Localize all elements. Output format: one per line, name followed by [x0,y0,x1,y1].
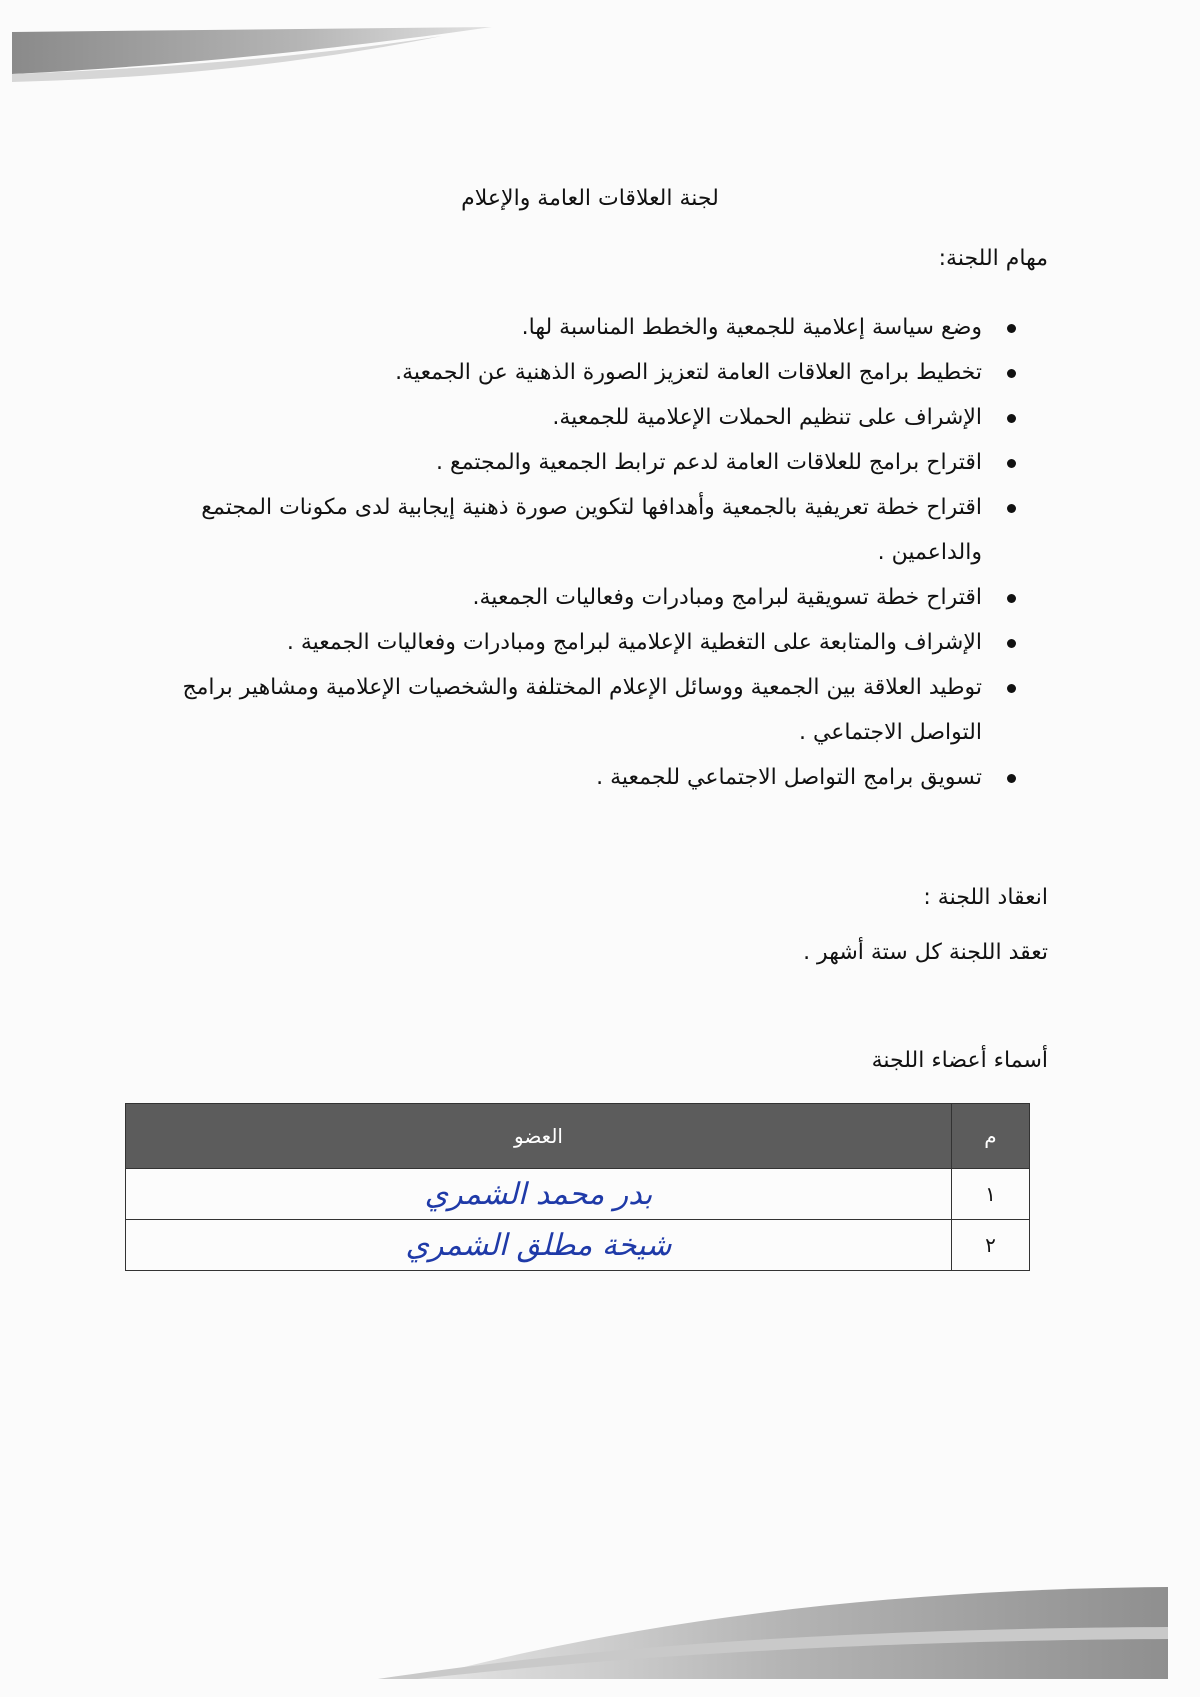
tasks-list [142,305,982,800]
footer-wave-decoration [378,1579,1168,1679]
table-row [126,1169,1030,1220]
page-title [0,186,1200,211]
bullet-icon [1007,369,1016,378]
bullet-icon [1007,459,1016,468]
members-table [125,1103,1030,1271]
meeting-text: تعقد اللجنة كل ستة أشهر . [803,940,1048,965]
list-item [142,440,982,485]
bullet-icon [1007,684,1016,693]
task-text: اقتراح برامج للعلاقات العامة لدعم ترابط الجمعية والمجتمع . [436,450,982,475]
members-heading: أسماء أعضاء اللجنة [871,1048,1048,1073]
task-text: تخطيط برامج العلاقات العامة لتعزيز الصورة الذهنية عن الجمعية. [395,360,982,385]
list-item [142,350,982,395]
list-item [142,305,982,350]
bullet-icon [1007,504,1016,513]
task-text: وضع سياسة إعلامية للجمعية والخطط المناسبة لها. [521,315,982,340]
list-item [142,755,982,800]
list-item [142,665,982,755]
list-item [142,575,982,620]
tasks-heading: مهام اللجنة: [938,246,1048,271]
bullet-icon [1007,324,1016,333]
row-number: ١ [952,1169,1030,1220]
bullet-icon [1007,639,1016,648]
column-header-member: العضو [126,1104,952,1169]
bullet-icon [1007,774,1016,783]
meeting-heading: انعقاد اللجنة : [923,885,1048,910]
table-row [126,1220,1030,1271]
task-text: اقتراح خطة تعريفية بالجمعية وأهدافها لتكوين صورة ذهنية إيجابية لدى مكونات المجتمع والداعمين . [201,495,982,565]
member-name-handwritten: شيخة مطلق الشمري [126,1220,952,1271]
task-text: الإشراف على تنظيم الحملات الإعلامية للجمعية. [552,405,982,430]
column-header-number: م [952,1104,1030,1169]
list-item [142,485,982,575]
list-item [142,395,982,440]
task-text: توطيد العلاقة بين الجمعية ووسائل الإعلام المختلفة والشخصيات الإعلامية ومشاهير برامج التواصل الاجتماعي . [182,675,982,745]
task-text: الإشراف والمتابعة على التغطية الإعلامية لبرامج ومبادرات وفعاليات الجمعية . [286,630,982,655]
page-title-text: لجنة العلاقات العامة والإعلام [461,186,719,211]
bullet-icon [1007,594,1016,603]
bullet-icon [1007,414,1016,423]
member-name-handwritten: بدر محمد الشمري [126,1169,952,1220]
list-item [142,620,982,665]
header-wave-decoration [12,22,492,82]
task-text: اقتراح خطة تسويقية لبرامج ومبادرات وفعاليات الجمعية. [472,585,982,610]
task-text: تسويق برامج التواصل الاجتماعي للجمعية . [596,765,982,790]
row-number: ٢ [952,1220,1030,1271]
table-header-row [126,1104,1030,1169]
